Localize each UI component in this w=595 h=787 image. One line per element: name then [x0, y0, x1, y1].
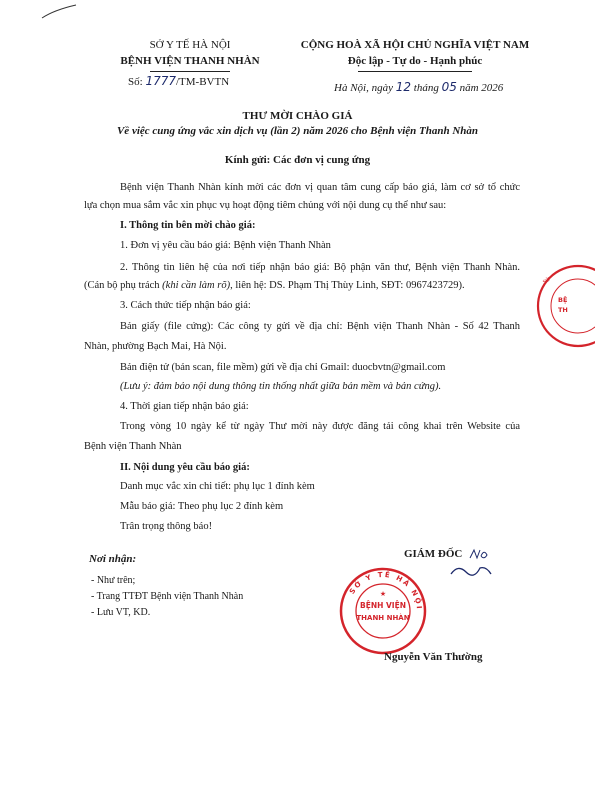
doc-number-prefix: Số:: [128, 76, 143, 88]
item-2-note: (khi cần làm rõ): [162, 280, 231, 291]
pen-mark: [40, 2, 80, 22]
svg-text:BỆNH VIỆN: BỆNH VIỆN: [360, 601, 406, 610]
svg-text:★: ★: [379, 590, 387, 598]
intro-line-1: Bệnh viện Thanh Nhàn kính mời các đơn vị quan tâm cung cấp báo giá, làm cơ sở tổ chức: [120, 182, 520, 193]
doc-number-hand: 1777: [145, 74, 176, 88]
doc-number-suffix: /TM-BVTN: [175, 76, 230, 88]
org-parent: SỞ Y TẾ HÀ NỘI: [149, 39, 231, 51]
document-subject: Về việc cung ứng vắc xin dịch vụ (lần 2) năm 2026 cho Bệnh viện Thanh Nhàn: [116, 125, 479, 137]
org-underline: [150, 71, 230, 72]
paper-line-1: Bản giấy (file cứng): Các công ty gửi về địa chỉ: Bệnh viện Thanh Nhàn - Số 42 Thanh: [120, 321, 520, 332]
recipient-item: - Lưu VT, KD.: [91, 607, 151, 618]
svg-text:THANH NHÀN: THANH NHÀN: [356, 614, 410, 622]
svg-text:TH: TH: [558, 306, 568, 314]
document-title: THƯ MỜI CHÀO GIÁ: [242, 110, 353, 122]
recipient-item: - Trang TTĐT Bệnh viện Thanh Nhàn: [91, 591, 244, 602]
date-prefix: Hà Nội, ngày: [334, 82, 393, 94]
closing: Trân trọng thông báo!: [120, 521, 213, 532]
svg-text:BỆ: BỆ: [558, 296, 568, 304]
date-day: 12: [395, 80, 412, 94]
intro-line-2: lựa chọn mua sắm vắc xin phục vụ hoạt động tiêm chủng với nội dung cụ thể như sau:: [84, 200, 447, 211]
item-3: 3. Cách thức tiếp nhận báo giá:: [120, 300, 251, 311]
requirement-2: Mẫu báo giá: Theo phụ lục 2 đính kèm: [120, 501, 284, 512]
greeting: Kính gửi: Các đơn vị cung ứng: [224, 154, 371, 166]
recipient-item: - Như trên;: [91, 575, 136, 586]
paper-line-2: Nhàn, phường Bạch Mai, Hà Nội.: [84, 341, 227, 352]
section-1-title: I. Thông tin bên mời chào giá:: [120, 220, 256, 231]
requirement-1: Danh mục vắc xin chi tiết: phụ lục 1 đính kèm: [120, 481, 315, 492]
org-name: BỆNH VIỆN THANH NHÀN: [120, 55, 260, 67]
item-2-line-2: [84, 279, 520, 292]
signature-title: GIÁM ĐỐC: [404, 548, 463, 560]
time-line-1: Trong vòng 10 ngày kể từ ngày Thư mời này được đăng tải công khai trên Website của: [120, 421, 520, 432]
date-month: 05: [441, 80, 457, 94]
signer-name: Nguyễn Văn Thường: [384, 651, 483, 663]
time-line-2: Bệnh viện Thanh Nhàn: [84, 441, 182, 452]
recipients-list: [91, 573, 243, 621]
republic-title: CỘNG HOÀ XÃ HỘI CHỦ NGHĨA VIỆT NAM: [300, 39, 530, 51]
svg-text:SỞ Y TẾ HÀ NỘI: SỞ Y TẾ HÀ NỘI: [348, 570, 424, 611]
item-4: 4. Thời gian tiếp nhận báo giá:: [120, 401, 249, 412]
recipients-heading: Nơi nhận:: [89, 553, 137, 565]
electronic-address: Bản điện tử (bản scan, file mềm) gửi về địa chỉ Gmail: duocbvtn@gmail.com: [120, 362, 446, 373]
date-year: năm 2026: [459, 82, 504, 94]
svg-text:SỞ: SỞ: [542, 277, 552, 286]
item-2-contact: , liên hệ: DS. Phạm Thị Thùy Linh, SĐT: 0967423729).: [230, 280, 465, 291]
motto: Độc lập - Tự do - Hạnh phúc: [347, 55, 483, 67]
date-month-label: tháng: [413, 82, 439, 94]
item-2-line-1: 2. Thông tin liên hệ của nơi tiếp nhận báo giá: Bộ phận văn thư, Bệnh viện Thanh Nhàn.: [120, 262, 520, 273]
item-2-prefix: (Cán bộ phụ trách: [84, 280, 163, 291]
official-stamp: [338, 566, 428, 656]
edge-stamp: [530, 262, 595, 352]
item-1: 1. Đơn vị yêu cầu báo giá: Bệnh viện Thanh Nhàn: [120, 240, 331, 251]
doc-number: [128, 74, 229, 88]
note-line: (Lưu ý: đảm bảo nội dung thông tin thống nhất giữa bản mềm và bản cứng).: [120, 381, 442, 392]
date-line: [334, 80, 503, 94]
motto-underline: [358, 71, 472, 72]
section-2-title: II. Nội dung yêu cầu báo giá:: [120, 462, 250, 473]
signature-scribble: [448, 560, 494, 580]
